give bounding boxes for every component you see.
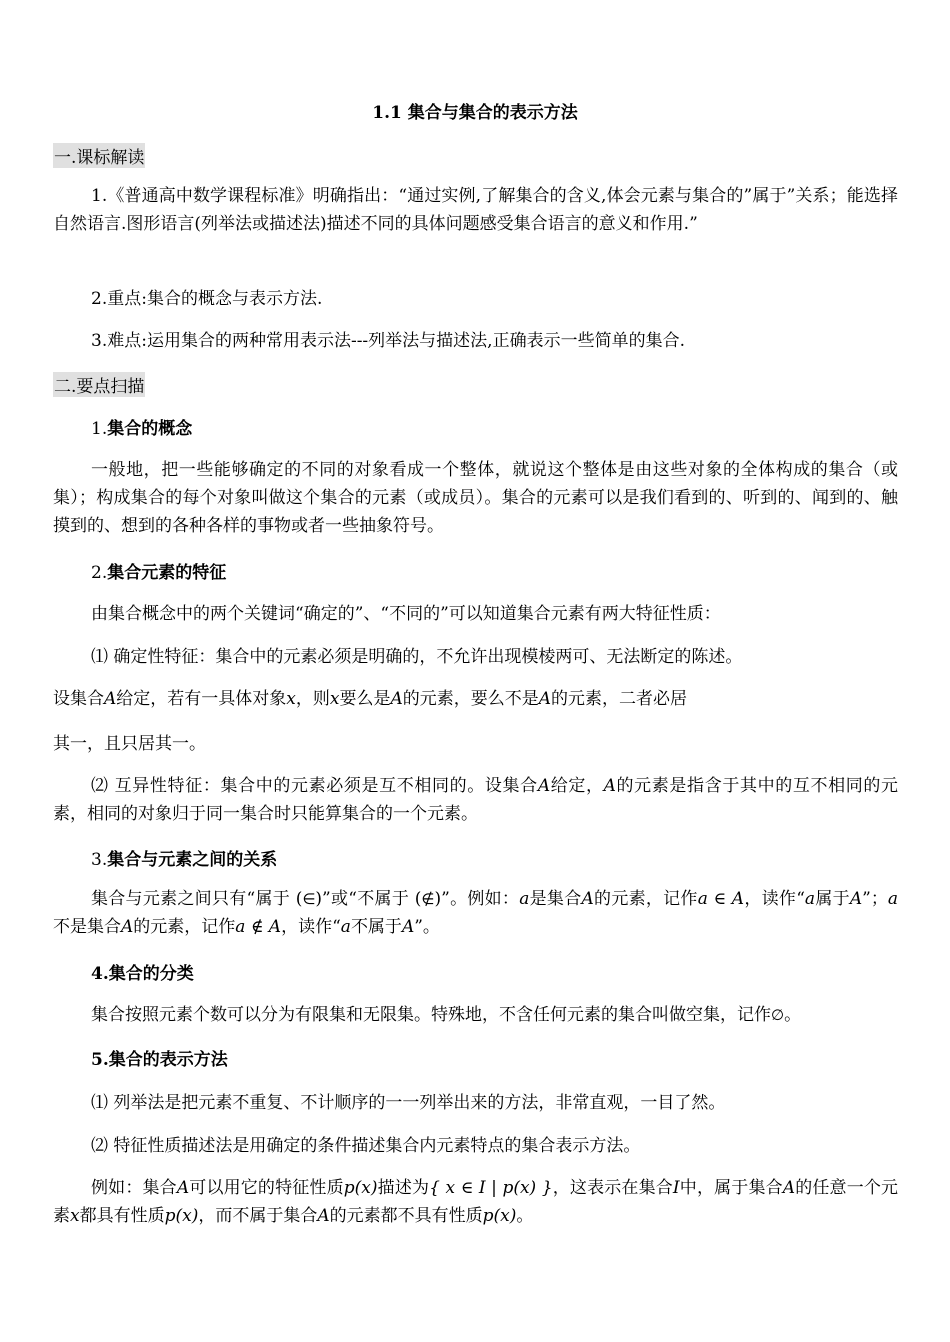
text-run: 。	[784, 1005, 802, 1025]
paragraph-classification	[53, 1001, 898, 1029]
math-a: a	[887, 889, 899, 909]
heading-number: 1.	[91, 419, 108, 439]
text-run: 的元素，要么不是	[402, 689, 539, 709]
paragraph-two-features: 由集合概念中的两个关键词“确定的”、“不同的”可以知道集合元素有两大特征性质：	[91, 604, 721, 624]
text-run: 的元素都不具有性质	[329, 1206, 483, 1226]
text-run: 给定，	[550, 776, 604, 796]
heading-number: 2.	[91, 563, 108, 583]
text-run: 可以用它的特征性质	[189, 1178, 344, 1198]
math-A: A	[782, 1178, 796, 1198]
text-run: 。	[516, 1206, 534, 1226]
text-run: ，读作“	[744, 889, 805, 909]
section-heading-key-points: 二.要点扫描	[53, 372, 145, 397]
not-element-of-symbol: ∉	[421, 890, 435, 908]
section-heading-curriculum: 一.课标解读	[53, 143, 145, 168]
paragraph-membership	[53, 885, 898, 941]
math-a-in-A: a ∈ A	[697, 889, 745, 909]
text-run: )”。例如：	[434, 889, 520, 909]
math-a-notin-A: a ∉ A	[235, 917, 282, 937]
text-run: 要么是	[339, 689, 391, 709]
math-A: A	[390, 689, 403, 709]
element-of-symbol: ∈	[302, 890, 316, 908]
text-run: ”。	[414, 917, 440, 937]
text-run: )”或“不属于 (	[315, 889, 422, 909]
paragraph-set-definition: 一般地，把一些能够确定的不同的对象看成一个整体，就说这个整体是由这些对象的全体构成的集合（或集）；构成集合的每个对象叫做这个集合的元素（或成员）。集合的元素可以是我们看到的、听到的、闻到的、触摸到的、想到的各种各样的事物或者一些抽象符号。	[53, 460, 898, 536]
text-run: 的元素，记作	[133, 917, 236, 937]
text-run: ”；	[862, 889, 888, 909]
paragraph-determinacy-detail	[53, 685, 898, 713]
text-run: ，而不属于集合	[198, 1206, 318, 1226]
text-run: 例如：集合	[91, 1178, 177, 1198]
paragraph-difficulty: 3.难点:运用集合的两种常用表示法---列举法与描述法,正确表示一些简单的集合.	[91, 331, 685, 351]
math-set-builder: { x ∈ I | p(x) }	[429, 1178, 553, 1198]
text-run: 集合按照元素个数可以分为有限集和无限集。特殊地，不含任何元素的集合叫做空集，记作	[91, 1005, 771, 1025]
empty-set-symbol: ∅	[771, 1006, 785, 1024]
heading-text: 集合的概念	[107, 419, 193, 439]
heading-representation-methods	[91, 1045, 228, 1070]
text-run: 中，属于集合	[679, 1178, 783, 1198]
math-I: I	[672, 1178, 680, 1198]
text-run: 的元素，二者必居	[551, 689, 688, 709]
paragraph-key-point: 2.重点:集合的概念与表示方法.	[91, 289, 323, 309]
text-run: 集合与元素之间只有“属于 (	[91, 889, 303, 909]
paragraph-distinctness	[53, 772, 898, 828]
heading-number: 3.	[91, 850, 108, 870]
math-A: A	[104, 689, 117, 709]
heading-set-concept	[91, 414, 192, 439]
heading-text: 集合元素的特征	[107, 563, 227, 583]
heading-set-element-relation	[91, 845, 277, 870]
math-A: A	[176, 1178, 190, 1198]
heading-text: 集合与元素之间的关系	[107, 850, 278, 870]
math-x: x	[329, 689, 340, 709]
math-A: A	[538, 689, 552, 709]
math-A: A	[537, 776, 551, 796]
math-a: a	[519, 889, 530, 909]
math-a: a	[340, 917, 351, 937]
text-run: 的元素是指含于其中的互不相同的元素，相同的对象归于同一集合时只能算集合的一个元素。	[53, 776, 899, 824]
text-run: 属于	[815, 889, 850, 909]
page-title: 1.1 集合与集合的表示方法	[372, 103, 578, 123]
math-px: p(x)	[164, 1206, 199, 1226]
math-x: x	[286, 689, 296, 709]
text-run: ，读作“	[281, 917, 341, 937]
paragraph-curriculum-standard: 1.《普通高中数学课程标准》明确指出：“通过实例,了解集合的含义,体会元素与集合的”属于”关系；能选择自然语言.图形语言(列举法或描述法)描述不同的具体问题感受集合语言的意义和作用.”	[53, 186, 898, 234]
heading-set-classification	[91, 959, 194, 984]
math-a: a	[804, 889, 816, 909]
paragraph-description-method: ⑵ 特征性质描述法是用确定的条件描述集合内元素特点的集合表示方法。	[91, 1136, 641, 1156]
paragraph-only-one: 其一，且只居其一。	[53, 734, 206, 754]
text-run: ，则	[295, 689, 330, 709]
text-run: 给定，若有一具体对象	[116, 689, 287, 709]
paragraph-description-example	[53, 1174, 898, 1230]
paragraph-determinacy: ⑴ 确定性特征：集合中的元素必须是明确的，不允许出现模棱两可、无法断定的陈述。	[91, 647, 743, 667]
text-run: 都具有性质	[79, 1206, 165, 1226]
text-run: 的任意一个元素	[53, 1178, 899, 1226]
text-run: 不属于	[350, 917, 402, 937]
math-A: A	[603, 776, 616, 796]
text-run: 设集合	[53, 689, 104, 709]
math-A: A	[581, 889, 594, 909]
math-px: p(x)	[343, 1178, 378, 1198]
paragraph-roster-method: ⑴ 列举法是把元素不重复、不计顺序的一一列举出来的方法，非常直观，一目了然。	[91, 1093, 726, 1113]
text-run: 描述为	[377, 1178, 430, 1198]
text-run: 是集合	[529, 889, 582, 909]
text-run: 不是集合	[53, 917, 121, 937]
text-run: ⑵ 互异性特征：集合中的元素必须是互不相同的。设集合	[91, 776, 538, 796]
math-A: A	[317, 1206, 330, 1226]
math-A: A	[849, 889, 863, 909]
math-A: A	[121, 917, 134, 937]
math-px: p(x)	[482, 1206, 517, 1226]
math-x: x	[70, 1206, 80, 1226]
text-run: 的元素，记作	[593, 889, 698, 909]
heading-element-features	[91, 558, 226, 583]
heading-text: 5.集合的表示方法	[91, 1050, 228, 1070]
heading-text: 4.集合的分类	[91, 964, 194, 984]
math-A: A	[401, 917, 415, 937]
text-run: ，这表示在集合	[552, 1178, 673, 1198]
